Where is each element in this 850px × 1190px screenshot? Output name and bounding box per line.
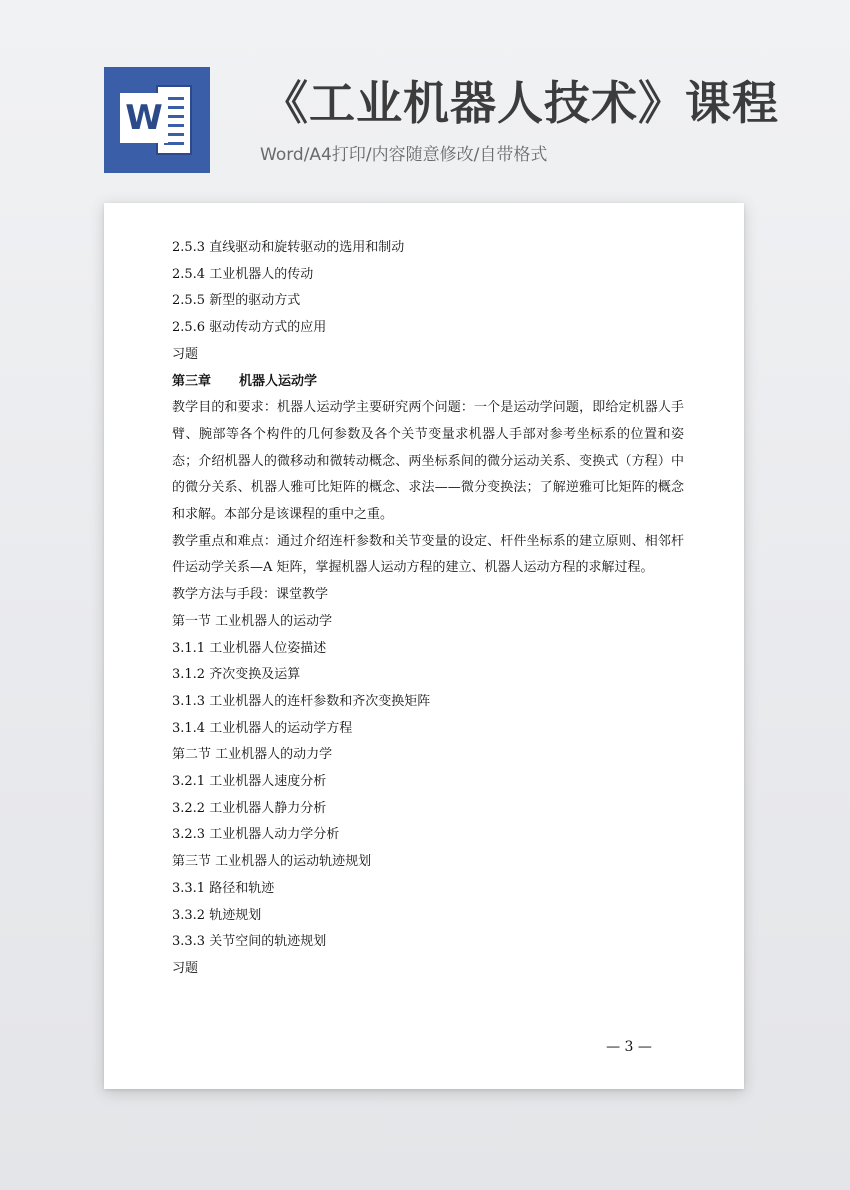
list-item: 习题 bbox=[172, 346, 199, 362]
list-item: 3.1.3 工业机器人的连杆参数和齐次变换矩阵 bbox=[172, 693, 431, 709]
word-app-icon bbox=[104, 67, 210, 173]
list-item: 2.5.3 直线驱动和旋转驱动的选用和制动 bbox=[172, 240, 405, 255]
chapter-heading bbox=[172, 369, 684, 396]
section-heading: 第三节 工业机器人的运动轨迹规划 bbox=[172, 854, 372, 870]
list-item: 习题 bbox=[172, 960, 199, 976]
chapter-title: 机器人运动学 bbox=[239, 373, 318, 389]
document-title: 《工业机器人技术》课程 bbox=[262, 76, 779, 130]
list-item: 2.5.4 工业机器人的传动 bbox=[172, 266, 314, 282]
document-subtitle: Word/A4打印/内容随意修改/自带格式 bbox=[260, 145, 548, 165]
teaching-method-line: 教学方法与手段：课堂教学 bbox=[172, 587, 329, 603]
document-page bbox=[104, 203, 744, 1089]
section-heading: 第二节 工业机器人的动力学 bbox=[172, 747, 333, 763]
page-number: — 3 — bbox=[606, 1039, 652, 1055]
list-item: 2.5.5 新型的驱动方式 bbox=[172, 293, 301, 309]
chapter-number: 第三章 bbox=[172, 373, 212, 389]
list-item: 3.1.1 工业机器人位姿描述 bbox=[172, 640, 327, 656]
word-letter-icon: W bbox=[120, 93, 168, 143]
list-item: 3.1.4 工业机器人的运动学方程 bbox=[172, 720, 353, 736]
list-item: 3.2.1 工业机器人速度分析 bbox=[172, 774, 327, 790]
teaching-objectives-paragraph: 教学目的和要求：机器人运动学主要研究两个问题：一个是运动学问题，即给定机器人手臂、腕部等各个构件的几何参数及各个关节变量求机器人手部对参考坐标系的位置和姿态；介绍机器人的微移动和微转动概念、两坐标系间的微分运动关系、变换式（方程）中的微分关系、机器人雅可比矩阵的概念、求法——微分变换法；了解逆雅可比矩阵的概念和求解。本部分是该课程的重中之重。 bbox=[172, 400, 684, 523]
list-item: 3.2.3 工业机器人动力学分析 bbox=[172, 827, 340, 843]
list-item: 3.3.1 路径和轨迹 bbox=[172, 880, 275, 896]
section-heading: 第一节 工业机器人的运动学 bbox=[172, 613, 333, 629]
list-item: 2.5.6 驱动传动方式的应用 bbox=[172, 320, 327, 336]
page-content bbox=[172, 235, 684, 983]
list-item: 3.2.2 工业机器人静力分析 bbox=[172, 800, 327, 816]
list-item: 3.3.2 轨迹规划 bbox=[172, 907, 262, 923]
key-points-paragraph: 教学重点和难点：通过介绍连杆参数和关节变量的设定、杆件坐标系的建立原则、相邻杆件运动学关系—A 矩阵，掌握机器人运动方程的建立、机器人运动方程的求解过程。 bbox=[172, 533, 684, 576]
list-item: 3.1.2 齐次变换及运算 bbox=[172, 667, 301, 683]
list-item: 3.3.3 关节空间的轨迹规划 bbox=[172, 934, 327, 950]
